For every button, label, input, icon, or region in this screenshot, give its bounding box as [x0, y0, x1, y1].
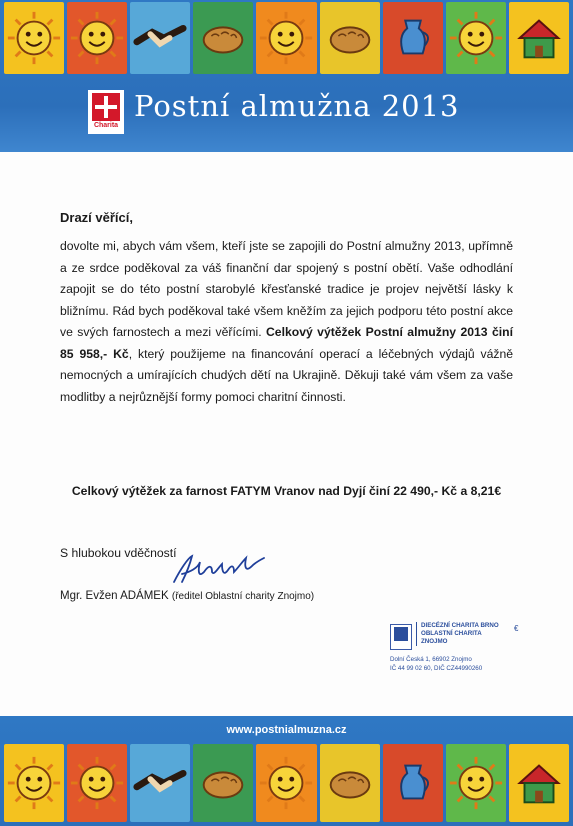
sun-face-icon	[447, 9, 505, 67]
illustration-tile	[130, 2, 190, 74]
illustration-tile	[67, 2, 127, 74]
sun-face-icon	[257, 754, 315, 812]
footer-banner	[0, 716, 573, 826]
sun-face-icon	[447, 754, 505, 812]
stamp-address	[390, 656, 482, 673]
bread-icon	[321, 9, 379, 67]
illustration-tile	[193, 744, 253, 822]
signer-name: Mgr. Evžen ADÁMEK	[60, 590, 169, 602]
illustration-tile	[509, 2, 569, 74]
illustration-strip-bottom	[4, 744, 569, 822]
illustration-tile	[320, 2, 380, 74]
stamp-org	[416, 622, 499, 646]
charita-logo	[88, 90, 124, 134]
jug-icon	[384, 9, 442, 67]
letter-text: dovolte mi, abych vám všem, kteří jste se zapojili do Postní almužny 2013, upřímně a ze srdce poděkoval za váš finanční dar spojený s postní obětí. Vaše odhodlání zapojit se do této postní starobylé křesťanské tradice je projev největší lásky k bližnímu. Rád bych poděkoval také všem kněžím za jejich podporu této postní akce ve svých farnostech a mezi věřícími.	[60, 239, 513, 339]
stamp-address-line: Dolní Česká 1, 66902 Znojmo	[390, 656, 472, 663]
illustration-tile	[193, 2, 253, 74]
closing-regards: S hlubokou vděčností	[60, 546, 177, 560]
illustration-tile	[320, 744, 380, 822]
letter-total-highlight: Celkový výtěžek Postní almužny 2013 činí 85 958,- Kč	[60, 325, 513, 361]
illustration-tile	[130, 744, 190, 822]
illustration-tile	[256, 2, 316, 74]
signer-role: (ředitel Oblastní charity Znojmo)	[171, 591, 315, 602]
stamp-line: OBLASTNÍ CHARITA	[421, 630, 482, 637]
bread-icon	[194, 754, 252, 812]
illustration-tile	[383, 744, 443, 822]
sun-face-icon	[5, 9, 63, 67]
illustration-tile	[4, 744, 64, 822]
illustration-tile	[446, 2, 506, 74]
signature-image	[168, 550, 268, 588]
handshake-icon	[131, 9, 189, 67]
stamp-euro: €	[514, 624, 519, 633]
illustration-tile	[256, 744, 316, 822]
letter-text-end: , který použijeme na financování operací a léčebných výdajů vážně nemocných a umírajících chudých dětí na Ukrajině. Děkuji také vám všem za vaše modlitby a nejrůznější formy pomoci charitní činnosti.	[60, 346, 514, 404]
letter-body	[60, 236, 513, 408]
house-icon	[510, 754, 568, 812]
charity-stamp	[386, 620, 526, 680]
illustration-strip-top	[4, 2, 569, 74]
greeting: Drazí věřící,	[60, 210, 133, 225]
house-icon	[510, 9, 568, 67]
jug-icon	[384, 754, 442, 812]
sun-face-icon	[68, 754, 126, 812]
bread-icon	[321, 754, 379, 812]
signer	[60, 590, 314, 602]
stamp-line: ZNOJMO	[421, 638, 448, 645]
sun-face-icon	[68, 9, 126, 67]
stamp-logo-icon	[390, 624, 412, 650]
page-title: Postní almužna 2013	[134, 89, 460, 123]
handshake-icon	[131, 754, 189, 812]
stamp-ids: IČ 44 99 02 60, DIČ CZ44990260	[390, 664, 483, 672]
sun-face-icon	[5, 754, 63, 812]
illustration-tile	[383, 2, 443, 74]
illustration-tile	[446, 744, 506, 822]
illustration-tile	[509, 744, 569, 822]
illustration-tile	[67, 744, 127, 822]
parish-summary: Celkový výtěžek za farnost FATYM Vranov nad Dyjí činí 22 490,- Kč a 8,21€	[71, 484, 502, 498]
logo-text: Charita	[93, 122, 119, 129]
header-banner	[0, 0, 573, 152]
cross-icon	[92, 93, 120, 121]
website-link[interactable]: www.postnialmuzna.cz	[226, 724, 347, 736]
bread-icon	[194, 9, 252, 67]
illustration-tile	[4, 2, 64, 74]
stamp-line: DIECÉZNÍ CHARITA BRNO	[421, 622, 499, 629]
sun-face-icon	[257, 9, 315, 67]
